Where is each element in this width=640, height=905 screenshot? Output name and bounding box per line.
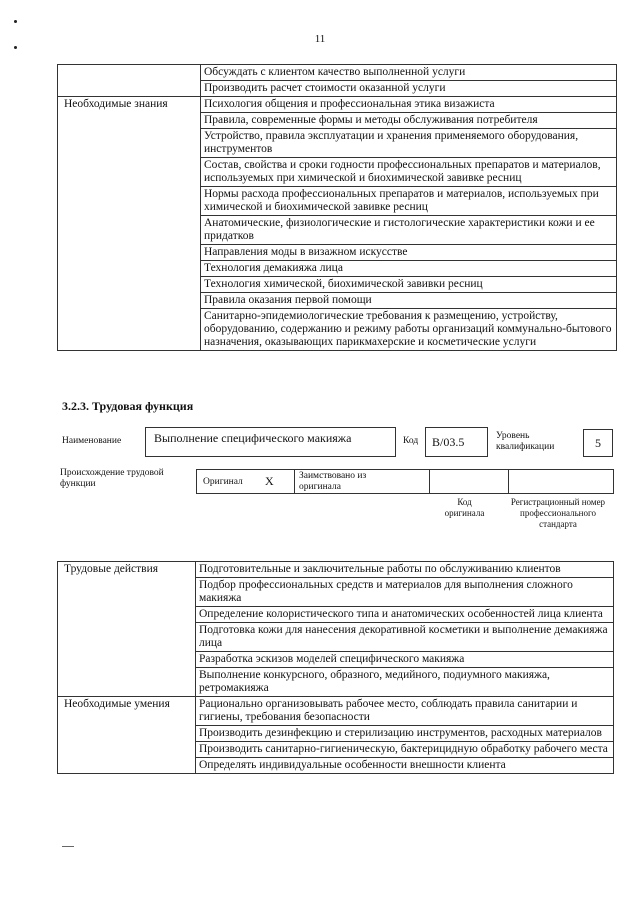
row-text: Подготовительные и заключительные работы по обслуживанию клиентов xyxy=(196,562,614,578)
actions-table xyxy=(57,561,614,774)
row-text: Производить дезинфекцию и стерилизацию инструментов, расходных материалов xyxy=(196,726,614,742)
row-text: Разработка эскизов моделей специфического макияжа xyxy=(196,652,614,668)
origin-label: Происхождение трудовой функции xyxy=(60,468,164,489)
row-text: Нормы расхода профессиональных препаратов и материалов, используемых при химической и биохимической завивке ресниц xyxy=(201,187,617,216)
row-text: Определение колористического типа и анатомических особенностей лица клиента xyxy=(196,607,614,623)
row-text: Правила оказания первой помощи xyxy=(201,293,617,309)
code-box xyxy=(425,427,488,457)
row-text: Санитарно-эпидемиологические требования к размещению, устройству, оборудованию, содержанию и режиму работы организаций коммунально-бытового назначения, оказывающих парикмахерские и косметические услуги xyxy=(201,309,617,351)
scan-mark xyxy=(14,46,17,49)
row-text: Рационально организовывать рабочее место, соблюдать правила санитарии и гигиены, требования безопасности xyxy=(196,697,614,726)
page-number: 11 xyxy=(314,33,326,45)
code-value: B/03.5 xyxy=(432,435,465,449)
row-label: Трудовые действия xyxy=(58,562,196,697)
row-text: Психология общения и профессиональная этика визажиста xyxy=(201,97,617,113)
name-box xyxy=(145,427,396,457)
original-label: Оригинал xyxy=(203,477,243,487)
row-text: Определять индивидуальные особенности внешности клиента xyxy=(196,758,614,774)
section-heading: 3.2.3. Трудовая функция xyxy=(62,399,194,413)
row-text: Технология демакияжа лица xyxy=(201,261,617,277)
level-label: Уровень квалификации xyxy=(496,431,555,452)
footer-rule xyxy=(62,846,74,847)
knowledge-table xyxy=(57,64,617,351)
row-text: Выполнение конкурсного, образного, медийного, подиумного макияжа, ретромакияжа xyxy=(196,668,614,697)
table-row xyxy=(58,697,614,726)
row-text: Анатомические, физиологические и гистологические характеристики кожи и ее придатков xyxy=(201,216,617,245)
row-text: Технология химической, биохимической завивки ресниц xyxy=(201,277,617,293)
row-text: Подготовка кожи для нанесения декоративной косметики и выполнение демакияжа лица xyxy=(196,623,614,652)
code-original-caption: Код оригинала xyxy=(444,497,485,518)
level-box xyxy=(583,429,613,457)
row-label xyxy=(58,65,201,97)
name-value: Выполнение специфического макияжа xyxy=(154,431,352,445)
row-text: Обсуждать с клиентом качество выполненной услуги xyxy=(201,65,617,81)
level-value: 5 xyxy=(595,436,601,450)
row-text: Правила, современные формы и методы обслуживания потребителя xyxy=(201,113,617,129)
borrowed-label: Заимствовано из оригинала xyxy=(299,471,367,492)
table-row xyxy=(58,65,617,81)
row-text: Направления моды в визажном искусстве xyxy=(201,245,617,261)
row-text: Производить расчет стоимости оказанной услуги xyxy=(201,81,617,97)
reg-number-caption: Регистрационный номер профессионального стандарта xyxy=(510,497,606,529)
table-row xyxy=(58,97,617,113)
table-row xyxy=(58,562,614,578)
row-label: Необходимые знания xyxy=(58,97,201,351)
row-text: Состав, свойства и сроки годности профессиональных препаратов и материалов, используемых при химической и биохимической завивке ресниц xyxy=(201,158,617,187)
scan-mark xyxy=(14,20,17,23)
code-label: Код xyxy=(403,436,419,446)
row-text: Устройство, правила эксплуатации и хранения применяемого оборудования, инструментов xyxy=(201,129,617,158)
row-text: Подбор профессиональных средств и материалов для выполнения сложного макияжа xyxy=(196,578,614,607)
original-mark: X xyxy=(265,474,274,488)
origin-box xyxy=(196,469,614,494)
row-text: Производить санитарно-гигиеническую, бактерицидную обработку рабочего места xyxy=(196,742,614,758)
row-label: Необходимые умения xyxy=(58,697,196,774)
name-label: Наименование xyxy=(62,436,122,446)
